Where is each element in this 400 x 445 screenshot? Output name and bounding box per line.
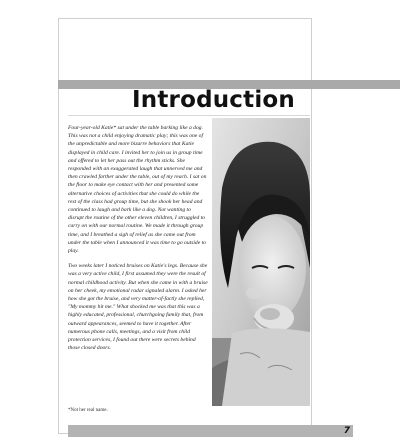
- chapter-title: Introduction: [132, 87, 295, 113]
- page-number: 7: [343, 426, 350, 436]
- title-rule: [68, 115, 310, 116]
- paragraph: Four-year-old Katie* sat under the table barking like a dog. This was not a child enjoying dramatic play; this was one of the unpredictable and more bizarre behaviors that Katie displayed in child care. I invited her to join us in group time and offered to let her pass out the rhythm sticks. She responded with an exaggerated laugh that unnerved me and then crawled farther under the table, out of my reach. I sat on the floor to make eye contact with her and presented some alternative choices of activities that she could do while the rest of the class had group time, but she shook her head and continued to laugh and bark like a dog. Not wanting to disrupt the routine of the other eleven children, I struggled to carry on with our normal routine. We made it through group time, and I breathed a sigh of relief as she came out from under the table when I announced it was time to go outside to play.: [68, 125, 207, 255]
- photo-illustration: [212, 118, 310, 406]
- footnote: *Not her real name.: [68, 408, 108, 413]
- body-text: [68, 124, 208, 359]
- footer-band: [68, 425, 353, 437]
- child-eating-photo: [212, 118, 310, 406]
- paragraph: Two weeks later I noticed bruises on Katie's legs. Because she was a very active child, I first assumed they were the result of normal childhood activity. But when she came in with a bruise on her cheek, my emotional radar signaled alarm. I asked her how she got the bruise, and very matter-of-factly she replied, "My mommy hit me." What shocked me was that this was a highly educated, professional, churchgoing family that, from outward appearances, seemed to have it together. After numerous phone calls, meetings, and a visit from child protection services, I found out there were secrets behind those closed doors.: [68, 263, 208, 352]
